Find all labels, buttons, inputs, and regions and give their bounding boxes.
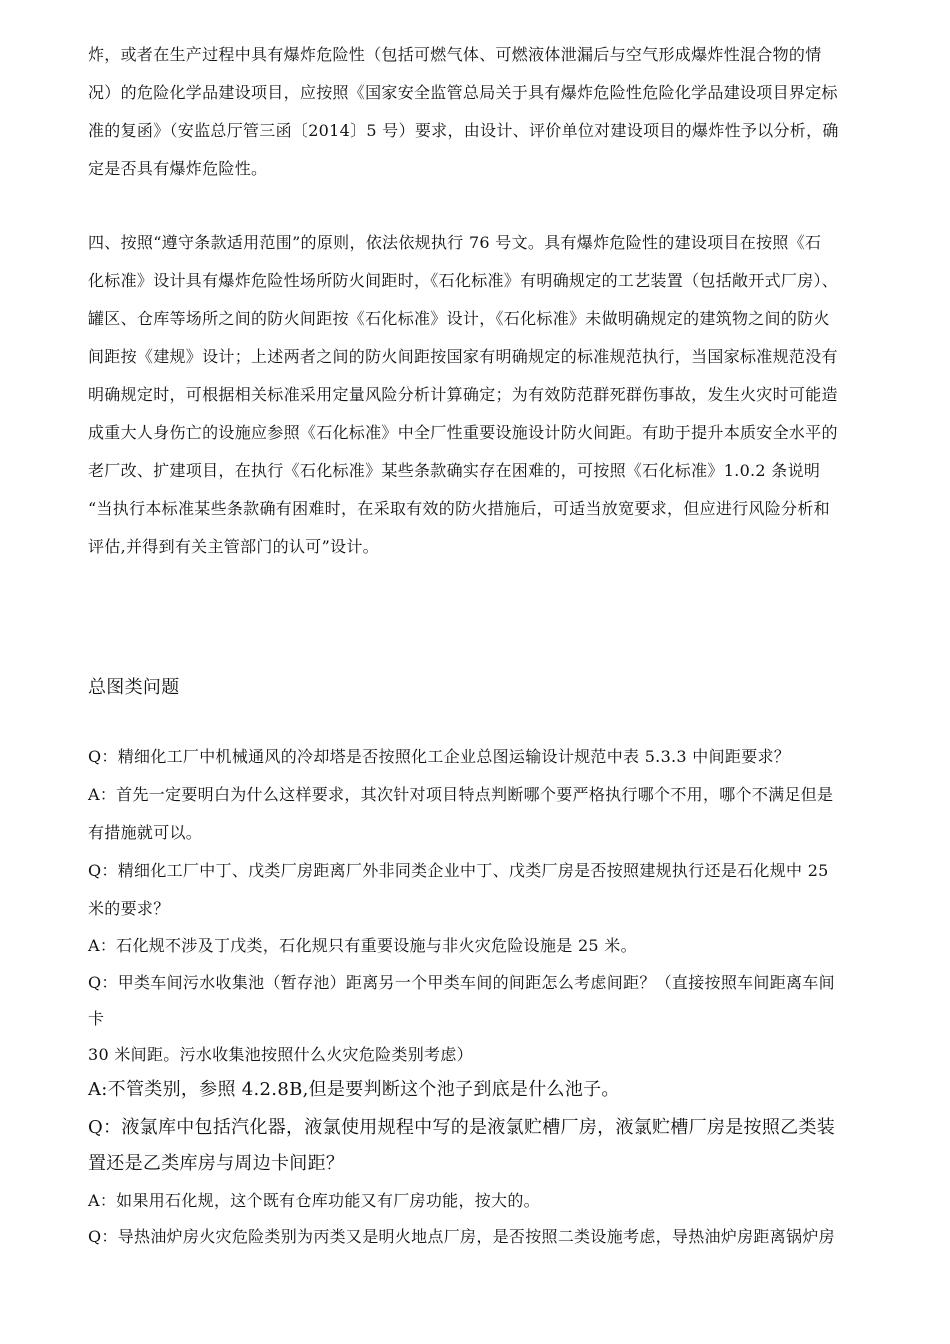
qa-line: A:不管类别，参照 4.2.8B,但是要判断这个池子到底是什么池子。 (88, 1079, 620, 1100)
paragraph-1-line: 炸，或者在生产过程中具有爆炸危险性（包括可燃气体、可燃液体泄漏后与空气形成爆炸性混合物的情 (88, 45, 822, 64)
section-heading: 总图类问题 (88, 677, 180, 698)
qa-line: Q：精细化工厂中机械通风的冷却塔是否按照化工企业总图运输设计规范中表 5.3.3 中间距要求？ (88, 747, 791, 766)
qa-line: A：如果用石化规，这个既有仓库功能又有厂房功能，按大的。 (88, 1191, 540, 1210)
paragraph-2-line: 罐区、仓库等场所之间的防火间距按《石化标准》设计，《石化标准》未做明确规定的建筑物之间的防火 (88, 309, 830, 328)
qa-line: Q：导热油炉房火灾危险类别为丙类又是明火地点厂房，是否按照二类设施考虑，导热油炉房距离锅炉房 (88, 1227, 835, 1246)
qa-line: Q：甲类车间污水收集池（暂存池）距离另一个甲类车间的间距怎么考虑间距？（直接按照车间距离车间 (88, 973, 835, 992)
paragraph-2-line: 间距按《建规》设计；上述两者之间的防火间距按国家有明确规定的标准规范执行，当国家标准规范没有 (88, 347, 838, 366)
paragraph-2-line: “当执行本标准某些条款确有困难时，在采取有效的防火措施后，可适当放宽要求，但应进行风险分析和 (88, 499, 830, 518)
qa-line: 有措施就可以。 (88, 823, 203, 842)
paragraph-2-line: 四、按照“遵守条款适用范围”的原则，依法依规执行 76 号文。具有爆炸危险性的建设项目在按照《石 (88, 233, 822, 252)
qa-line: Q：精细化工厂中丁、戊类厂房距离厂外非同类企业中丁、戊类厂房是否按照建规执行还是石化规中 25 (88, 861, 829, 880)
qa-line: 卡 (88, 1009, 105, 1028)
qa-line: Q：液氯库中包括汽化器，液氯使用规程中写的是液氯贮槽厂房，液氯贮槽厂房是按照乙类装 (88, 1117, 836, 1138)
paragraph-1-line: 况）的危险化学品建设项目，应按照《国家安全监管总局关于具有爆炸危险性危险化学品建设项目界定标 (88, 83, 838, 102)
paragraph-2-line: 明确规定时，可根据相关标准采用定量风险分析计算确定；为有效防范群死群伤事故，发生火灾时可能造 (88, 385, 838, 404)
paragraph-1-line: 定是否具有爆炸危险性。 (88, 159, 268, 178)
paragraph-2-line: 老厂改、扩建项目，在执行《石化标准》某些条款确实存在困难的，可按照《石化标准》1.0.2 条说明 (88, 461, 821, 480)
paragraph-1-line: 准的复函》（安监总厅管三函〔2014〕5 号）要求，由设计、评价单位对建设项目的爆炸性予以分析，确 (88, 121, 839, 140)
qa-line: A：首先一定要明白为什么这样要求，其次针对项目特点判断哪个要严格执行哪个不用，哪个不满足但是 (88, 785, 834, 804)
qa-line: A：石化规不涉及丁戊类，石化规只有重要设施与非火灾危险设施是 25 米。 (88, 936, 637, 955)
qa-line: 米的要求？ (88, 899, 170, 918)
paragraph-2-line: 化标准》设计具有爆炸危险性场所防火间距时，《石化标准》有明确规定的工艺装置（包括敞开式厂房）、 (88, 271, 839, 290)
paragraph-2-line: 成重大人身伤亡的设施应参照《石化标准》中全厂性重要设施设计防火间距。有助于提升本质安全水平的 (88, 423, 838, 442)
qa-line: 30 米间距。污水收集池按照什么火灾危险类别考虑） (88, 1045, 473, 1064)
paragraph-2-line: 评估,并得到有关主管部门的认可”设计。 (88, 537, 379, 556)
qa-line: 置还是乙类库房与周边卡间距？ (88, 1153, 345, 1174)
